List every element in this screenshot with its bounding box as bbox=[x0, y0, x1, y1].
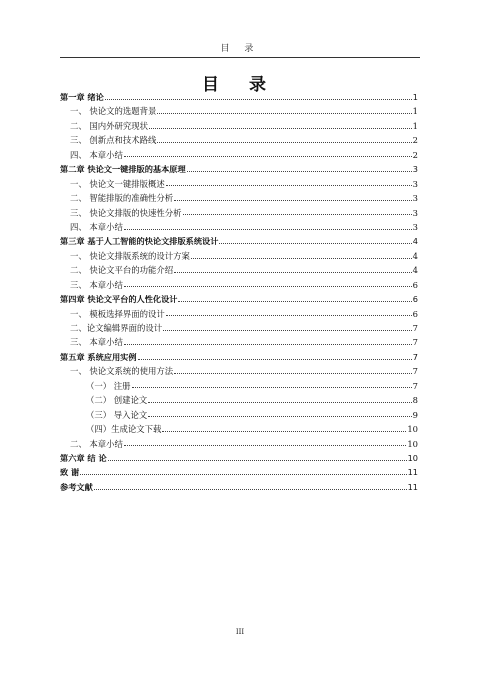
toc-dot-leader bbox=[148, 402, 411, 403]
toc-entry-section[interactable] bbox=[60, 177, 418, 191]
toc-entry-page: 3 bbox=[412, 207, 418, 218]
toc-entry-text: 二、 快论文平台的功能介绍 bbox=[70, 265, 174, 276]
toc-entry-page: 3 bbox=[412, 193, 418, 204]
toc-dot-leader bbox=[124, 156, 412, 157]
toc-dot-leader bbox=[108, 460, 407, 461]
toc-entry-chapter[interactable] bbox=[60, 90, 418, 104]
toc-entry-text: 四、 本章小结 bbox=[70, 149, 123, 160]
toc-entry-text: 一、 快论文系统的使用方法 bbox=[70, 366, 174, 377]
toc-entry-page: 7 bbox=[412, 337, 418, 348]
toc-entry-sub[interactable] bbox=[60, 379, 418, 393]
toc-entry-chapter[interactable] bbox=[60, 234, 418, 248]
toc-entry-text: 一、 快论文排版系统的设计方案 bbox=[70, 250, 190, 261]
toc-dot-leader bbox=[174, 272, 411, 273]
toc-entry-section[interactable] bbox=[60, 263, 418, 277]
toc-dot-leader bbox=[178, 301, 411, 302]
toc-entry-text: 三、 创新点和技术路线 bbox=[70, 135, 157, 146]
toc-entry-chapter[interactable] bbox=[60, 451, 418, 465]
toc-list bbox=[60, 90, 418, 494]
toc-entry-text: 二、论文编辑界面的设计 bbox=[70, 323, 163, 333]
toc-dot-leader bbox=[166, 185, 412, 186]
toc-entry-page: 7 bbox=[412, 366, 418, 377]
toc-dot-leader bbox=[124, 286, 412, 287]
toc-dot-leader bbox=[183, 214, 412, 215]
toc-entry-page: 1 bbox=[412, 92, 418, 102]
toc-entry-text: 第五章 系统应用实例 bbox=[60, 351, 137, 362]
toc-entry-text: 三、 快论文排版的快速性分析 bbox=[70, 207, 182, 218]
toc-dot-leader bbox=[187, 171, 412, 172]
toc-dot-leader bbox=[149, 128, 412, 129]
toc-entry-section[interactable] bbox=[60, 191, 418, 205]
running-header: 目 录 bbox=[220, 44, 260, 54]
toc-entry-section[interactable] bbox=[60, 335, 418, 349]
toc-dot-leader bbox=[162, 431, 406, 432]
toc-dot-leader bbox=[124, 229, 412, 230]
toc-entry-section[interactable] bbox=[60, 119, 418, 133]
toc-entry-text: 第三章 基于人工智能的快论文排版系统设计 bbox=[60, 236, 219, 247]
toc-entry-page: 7 bbox=[412, 380, 418, 391]
toc-dot-leader bbox=[94, 489, 407, 490]
toc-entry-page: 7 bbox=[412, 323, 418, 333]
toc-entry-text: 第六章 结 论 bbox=[60, 452, 107, 463]
toc-entry-page: 7 bbox=[412, 351, 418, 362]
toc-entry-section[interactable] bbox=[60, 321, 418, 335]
toc-entry-page: 6 bbox=[412, 308, 418, 319]
toc-dot-leader bbox=[148, 416, 411, 417]
toc-dot-leader bbox=[157, 142, 411, 143]
toc-entry-sub[interactable] bbox=[60, 393, 418, 407]
toc-entry-page: 3 bbox=[412, 178, 418, 189]
toc-entry-text: 致 谢 bbox=[60, 467, 80, 478]
toc-entry-chapter[interactable] bbox=[60, 162, 418, 176]
toc-entry-text: 三、 本章小结 bbox=[70, 337, 123, 348]
toc-entry-section[interactable] bbox=[60, 148, 418, 162]
page-number: III bbox=[235, 628, 245, 636]
toc-entry-chapter[interactable] bbox=[60, 350, 418, 364]
toc-entry-page: 3 bbox=[412, 221, 418, 232]
toc-entry-page: 11 bbox=[407, 467, 418, 478]
toc-entry-text: （四）生成论文下载 bbox=[86, 424, 162, 435]
toc-dot-leader bbox=[80, 474, 406, 475]
toc-dot-leader bbox=[124, 445, 406, 446]
toc-entry-text: 参考文献 bbox=[60, 481, 93, 492]
toc-dot-leader bbox=[163, 330, 412, 331]
toc-entry-section[interactable] bbox=[60, 437, 418, 451]
toc-entry-page: 6 bbox=[412, 279, 418, 290]
toc-entry-section[interactable] bbox=[60, 220, 418, 234]
toc-dot-leader bbox=[105, 99, 412, 100]
toc-entry-text: 二、 本章小结 bbox=[70, 438, 123, 449]
toc-entry-chapter[interactable] bbox=[60, 292, 418, 306]
toc-entry-page: 1 bbox=[412, 120, 418, 131]
toc-entry-text: 一、 快论文一键排版概述 bbox=[70, 178, 165, 189]
toc-title: 目 录 bbox=[202, 75, 278, 95]
toc-entry-text: 三、 本章小结 bbox=[70, 279, 123, 290]
toc-entry-page: 11 bbox=[407, 481, 418, 492]
toc-entry-chapter[interactable] bbox=[60, 480, 418, 494]
toc-entry-section[interactable] bbox=[60, 278, 418, 292]
toc-entry-page: 2 bbox=[412, 135, 418, 146]
toc-entry-page: 1 bbox=[412, 106, 418, 117]
toc-dot-leader bbox=[157, 113, 411, 114]
toc-dot-leader bbox=[124, 344, 412, 345]
toc-entry-sub[interactable] bbox=[60, 422, 418, 436]
toc-entry-page: 10 bbox=[407, 424, 418, 435]
toc-dot-leader bbox=[174, 200, 411, 201]
toc-entry-section[interactable] bbox=[60, 206, 418, 220]
toc-dot-leader bbox=[138, 359, 412, 360]
toc-entry-text: （一） 注册 bbox=[86, 380, 131, 391]
toc-entry-section[interactable] bbox=[60, 133, 418, 147]
toc-entry-text: 第二章 快论文一键排版的基本原理 bbox=[60, 164, 186, 175]
toc-entry-section[interactable] bbox=[60, 307, 418, 321]
toc-entry-page: 2 bbox=[412, 149, 418, 160]
toc-dot-leader bbox=[174, 373, 411, 374]
header-rule bbox=[60, 57, 420, 58]
toc-entry-text: （三） 导入论文 bbox=[86, 409, 148, 420]
toc-dot-leader bbox=[166, 315, 412, 316]
toc-entry-page: 8 bbox=[412, 395, 418, 406]
toc-entry-text: 一、 模板选择界面的设计 bbox=[70, 308, 165, 319]
toc-entry-page: 9 bbox=[412, 409, 418, 420]
toc-entry-page: 6 bbox=[412, 294, 418, 305]
toc-entry-chapter[interactable] bbox=[60, 465, 418, 479]
toc-entry-page: 4 bbox=[412, 236, 418, 247]
toc-entry-text: 第一章 绪论 bbox=[60, 92, 104, 102]
toc-entry-section[interactable] bbox=[60, 249, 418, 263]
toc-entry-text: 一、 快论文的选题背景 bbox=[70, 106, 157, 117]
toc-dot-leader bbox=[219, 243, 411, 244]
toc-dot-leader bbox=[132, 387, 412, 388]
toc-entry-section[interactable] bbox=[60, 104, 418, 118]
toc-entry-text: （二） 创建论文 bbox=[86, 395, 148, 406]
toc-entry-text: 四、 本章小结 bbox=[70, 221, 123, 232]
toc-entry-sub[interactable] bbox=[60, 408, 418, 422]
toc-entry-page: 4 bbox=[412, 250, 418, 261]
toc-entry-page: 3 bbox=[412, 164, 418, 175]
toc-entry-section[interactable] bbox=[60, 364, 418, 378]
toc-entry-text: 第四章 快论文平台的人性化设计 bbox=[60, 294, 178, 305]
toc-dot-leader bbox=[191, 258, 412, 259]
toc-entry-text: 二、 智能排版的准确性分析 bbox=[70, 193, 174, 204]
toc-entry-page: 10 bbox=[407, 452, 418, 463]
toc-entry-page: 10 bbox=[407, 438, 418, 449]
toc-entry-page: 4 bbox=[412, 265, 418, 276]
toc-entry-text: 二、 国内外研究现状 bbox=[70, 120, 149, 131]
